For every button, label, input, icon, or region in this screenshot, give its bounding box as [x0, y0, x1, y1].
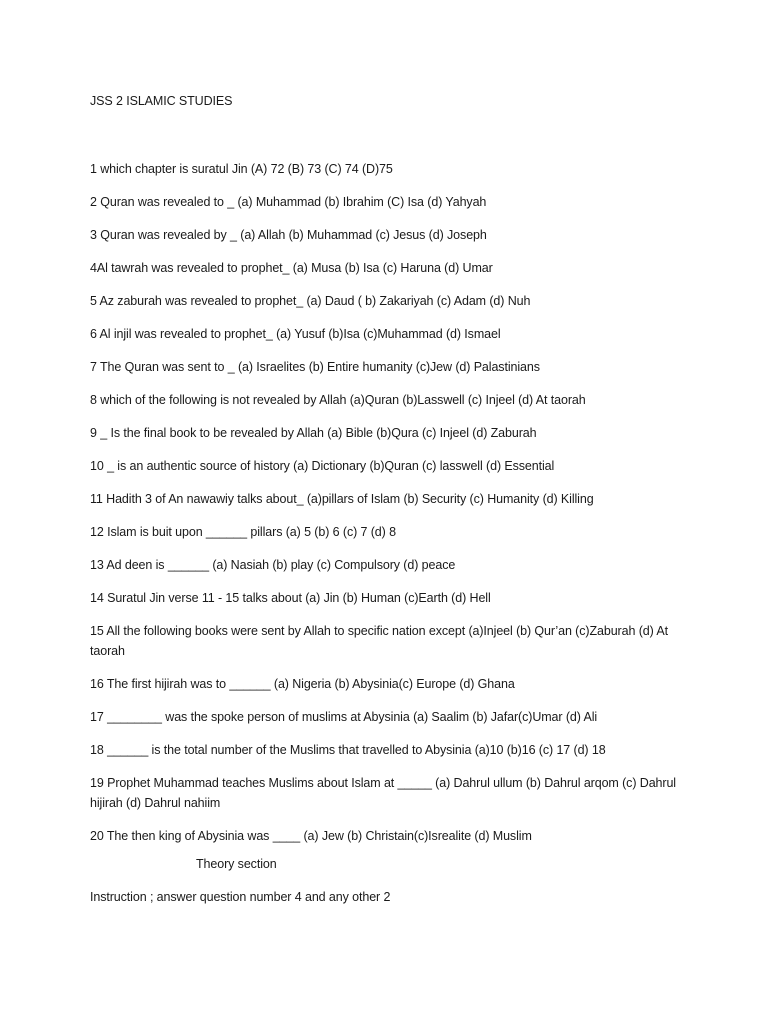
question-item: 2 Quran was revealed to _ (a) Muhammad (b) Ibrahim (C) Isa (d) Yahyah: [90, 195, 487, 209]
question-item: 8 which of the following is not revealed by Allah (a)Quran (b)Lasswell (c) Injeel (d) At taorah: [90, 393, 586, 407]
question-item: 5 Az zaburah was revealed to prophet_ (a) Daud ( b) Zakariyah (c) Adam (d) Nuh: [90, 294, 531, 308]
question-item: 4Al tawrah was revealed to prophet_ (a) Musa (b) Isa (c) Haruna (d) Umar: [90, 261, 493, 275]
question-item: 14 Suratul Jin verse 11 - 15 talks about (a) Jin (b) Human (c)Earth (d) Hell: [90, 591, 491, 605]
question-item: 1 which chapter is suratul Jin (A) 72 (B) 73 (C) 74 (D)75: [90, 162, 393, 176]
question-item: 12 Islam is buit upon ______ pillars (a) 5 (b) 6 (c) 7 (d) 8: [90, 525, 396, 539]
question-item: 19 Prophet Muhammad teaches Muslims about Islam at _____ (a) Dahrul ullum (b) Dahrul arqom (c) Dahrul hijirah (d) Dahrul nahiim: [90, 776, 676, 810]
instruction-text: Instruction ; answer question number 4 and any other 2: [90, 890, 391, 904]
document-title: JSS 2 ISLAMIC STUDIES: [90, 94, 233, 108]
question-item: 18 ______ is the total number of the Muslims that travelled to Abysinia (a)10 (b)16 (c) 17 (d) 18: [90, 743, 606, 757]
question-item: 17 ________ was the spoke person of muslims at Abysinia (a) Saalim (b) Jafar(c)Umar (d) Ali: [90, 710, 598, 724]
question-list: [90, 159, 680, 859]
question-item: 16 The first hijirah was to ______ (a) Nigeria (b) Abysinia(c) Europe (d) Ghana: [90, 677, 515, 691]
question-item: 3 Quran was revealed by _ (a) Allah (b) Muhammad (c) Jesus (d) Joseph: [90, 228, 487, 242]
question-item: 11 Hadith 3 of An nawawiy talks about_ (a)pillars of Islam (b) Security (c) Humanity (d) Killing: [90, 492, 594, 506]
question-item: 9 _ Is the final book to be revealed by Allah (a) Bible (b)Qura (c) Injeel (d) Zaburah: [90, 426, 537, 440]
theory-section-heading: Theory section: [196, 857, 277, 871]
question-item: 15 All the following books were sent by Allah to specific nation except (a)Injeel (b) Qur’an (c)Zaburah (d) At taorah: [90, 624, 668, 658]
question-item: 7 The Quran was sent to _ (a) Israelites (b) Entire humanity (c)Jew (d) Palastinians: [90, 360, 540, 374]
question-item: 6 Al injil was revealed to prophet_ (a) Yusuf (b)Isa (c)Muhammad (d) Ismael: [90, 327, 501, 341]
question-item: 13 Ad deen is ______ (a) Nasiah (b) play (c) Compulsory (d) peace: [90, 558, 456, 572]
question-item: 10 _ is an authentic source of history (a) Dictionary (b)Quran (c) lasswell (d) Essential: [90, 459, 555, 473]
question-item: 20 The then king of Abysinia was ____ (a) Jew (b) Christain(c)Isrealite (d) Muslim: [90, 829, 532, 843]
